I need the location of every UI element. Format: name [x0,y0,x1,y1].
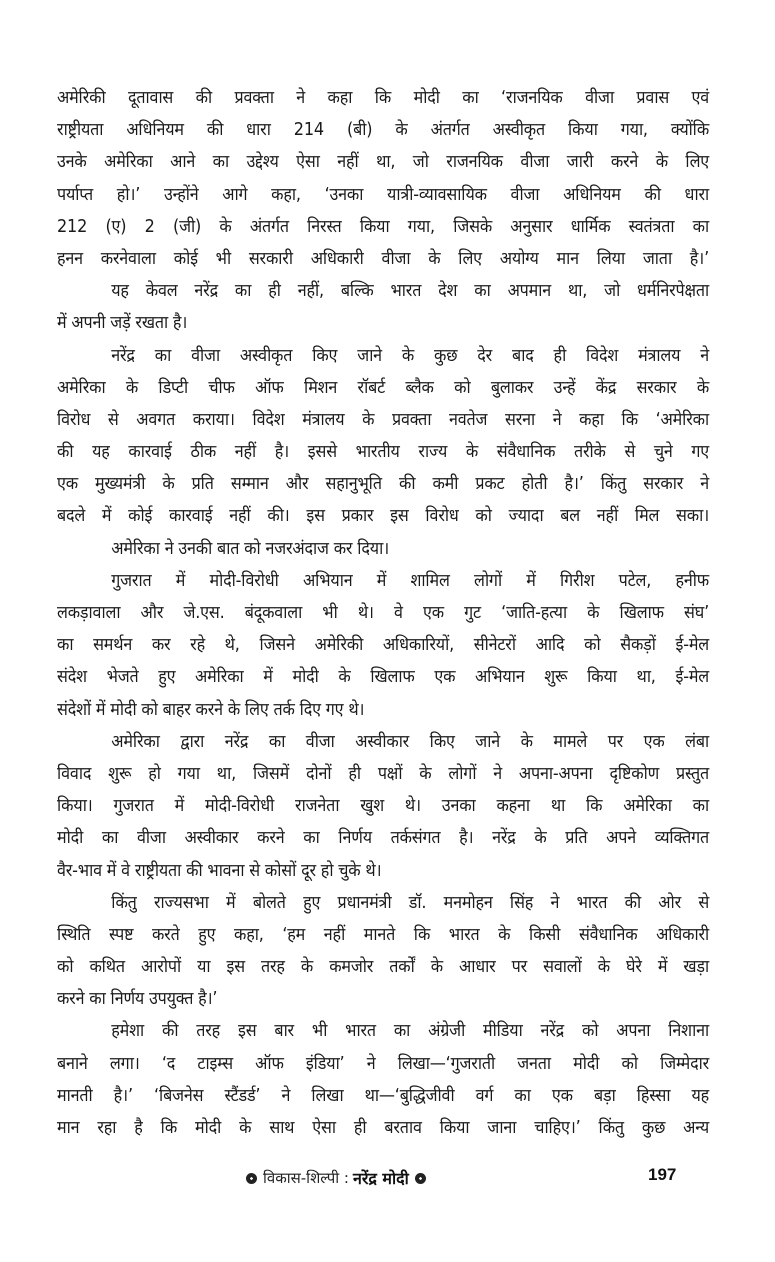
text-line: हमेशा की तरह इस बार भी भारत का अंग्रेजी मीडिया नरेंद्र को अपना निशाना [111,1021,710,1042]
text-line: अमेरिका द्वारा नरेंद्र का वीजा अस्वीकार किए जाने के मामले पर एक लंबा [111,731,710,752]
flower-ornament-icon [415,1173,426,1184]
text-line: लकड़ावाला और जे.एस. बंदूकवाला भी थे। वे एक गुट ‘जाति-हत्या के खिलाफ संघ’ [57,603,710,623]
text-line: स्थिति स्पष्ट करते हुए कहा, ‘हम नहीं मानते कि भारत के किसी संवैधानिक अधिकारी [57,924,710,945]
text-line: संदेशों में मोदी को बाहर करने के लिए तर्क दिए गए थे। [57,699,365,720]
text-line: मानती है।’ ‘बिजनेस स्टैंडर्ड’ ने लिखा था—‘बुद्धिजीवी वर्ग का एक बड़ा हिस्सा यह [57,1085,710,1106]
book-title: नरेंद्र मोदी [352,1169,409,1188]
text-line: हनन करनेवाला कोई भी सरकारी अधिकारी वीजा के लिए अयोग्य मान लिया जाता है।’ [57,248,710,269]
text-line: 212 (ए) 2 (जी) के अंतर्गत निरस्त किया गया, जिसके अनुसार धार्मिक स्वतंत्रता का [57,216,710,237]
book-series-label: विकास-शिल्पी : [263,1169,349,1187]
text-line: एक मुख्यमंत्री के प्रति सम्मान और सहानुभूति की कमी प्रकट होती है।’ किंतु सरकार ने [57,474,710,495]
text-line: विवाद शुरू हो गया था, जिसमें दोनों ही पक्षों के लोगों ने अपना-अपना दृष्टिकोण प्रस्तुत [57,763,710,784]
text-line: अमेरिका ने उनकी बात को नजरअंदाज कर दिया। [111,538,390,559]
text-line: बनाने लगा। ‘द टाइम्स ऑफ इंडिया’ ने लिखा—‘गुजराती जनता मोदी को जिम्मेदार [57,1053,710,1074]
text-line: को कथित आरोपों या इस तरह के कमजोर तर्कों के आधार पर सवालों के घेरे में खड़ा [57,957,710,978]
text-line: विरोध से अवगत कराया। विदेश मंत्रालय के प्रवक्ता नवतेज सरना ने कहा कि ‘अमेरिका [57,409,710,430]
text-line: मान रहा है कि मोदी के साथ ऐसा ही बरताव किया जाना चाहिए।’ किंतु कुछ अन्य [57,1118,710,1138]
text-line: का समर्थन कर रहे थे, जिसने अमेरिकी अधिकारियों, सीनेटरों आदि को सैकड़ों ई-मेल [57,635,710,656]
page-number: 197 [648,1165,677,1184]
text-line: मोदी का वीजा अस्वीकार करने का निर्णय तर्कसंगत है। नरेंद्र के प्रति अपने व्यक्तिगत [57,828,710,849]
flower-ornament-icon [246,1173,257,1184]
text-line: राष्ट्रीयता अधिनियम की धारा 214 (बी) के अंतर्गत अस्वीकृत किया गया, क्योंकि [57,120,710,141]
text-line: में अपनी जड़ें रखता है। [57,313,188,334]
text-line: बदले में कोई कारवाई नहीं की। इस प्रकार इस विरोध को ज्यादा बल नहीं मिल सका। [57,506,710,527]
text-line: किंतु राज्यसभा में बोलते हुए प्रधानमंत्री डॉ. मनमोहन सिंह ने भारत की ओर से [111,892,710,913]
page-body [57,82,709,1144]
text-line: वैर-भाव में वे राष्ट्रीयता की भावना से कोसों दूर हो चुके थे। [57,860,382,881]
text-line: यह केवल नरेंद्र का ही नहीं, बल्कि भारत देश का अपमान था, जो धर्मनिरपेक्षता [111,281,710,302]
running-footer [246,1163,646,1193]
text-line: अमेरिका के डिप्टी चीफ ऑफ मिशन रॉबर्ट ब्लैक को बुलाकर उन्हें केंद्र सरकार के [57,377,710,398]
text-line: की यह कारवाई ठीक नहीं है। इससे भारतीय राज्य के संवैधानिक तरीके से चुने गए [57,442,710,463]
text-line: नरेंद्र का वीजा अस्वीकृत किए जाने के कुछ देर बाद ही विदेश मंत्रालय ने [111,345,710,366]
text-line: संदेश भेजते हुए अमेरिका में मोदी के खिलाफ एक अभियान शुरू किया था, ई-मेल [57,667,710,688]
text-line: अमेरिकी दूतावास की प्रवक्ता ने कहा कि मोदी का ‘राजनयिक वीजा प्रवास एवं [57,88,710,108]
text-line: किया। गुजरात में मोदी-विरोधी राजनेता खुश थे। उनका कहना था कि अमेरिका का [57,796,710,817]
text-line: उनके अमेरिका आने का उद्देश्य ऐसा नहीं था, जो राजनयिक वीजा जारी करने के लिए [57,152,710,173]
text-line: पर्याप्त हो।’ उन्होंने आगे कहा, ‘उनका यात्री-व्यावसायिक वीजा अधिनियम की धारा [57,184,710,205]
text-line: करने का निर्णय उपयुक्त है।’ [57,989,218,1010]
text-line: गुजरात में मोदी-विरोधी अभियान में शामिल लोगों में गिरीश पटेल, हनीफ [111,570,710,591]
